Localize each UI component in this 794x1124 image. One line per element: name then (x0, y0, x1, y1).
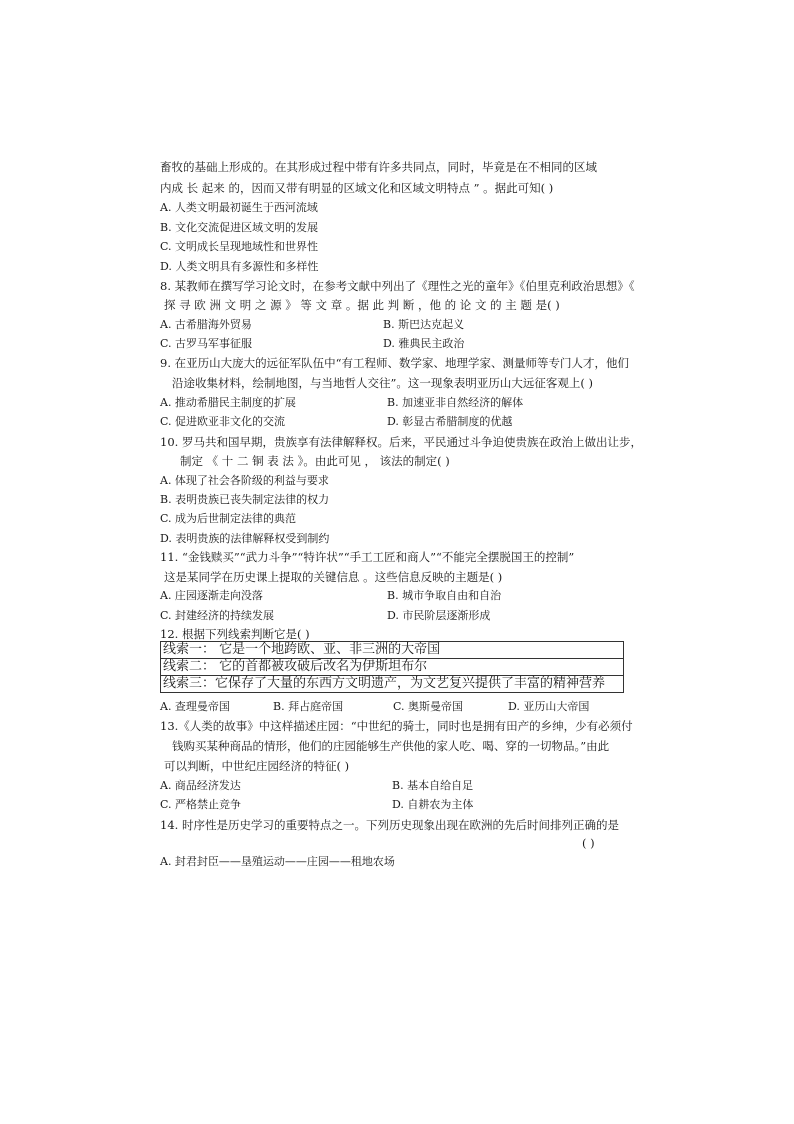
q9-option-a: A. 推动希腊民主制度的扩展 (160, 396, 296, 409)
q10-option-b: B. 表明贵族已丧失制定法律的权力 (160, 493, 330, 506)
q8-option-b: B. 斯巴达克起义 (383, 318, 465, 331)
q14-stem: 14. 时序性是历史学习的重要特点之一。下列历史现象出现在欧洲的先后时间排列正确的是 (160, 818, 619, 832)
q11-stem-2: 这是某同学在历史课上提取的关键信息 。这些信息反映的主题是( ) (164, 570, 503, 584)
q11-option-d: D. 市民阶层逐渐形成 (387, 609, 491, 622)
q12-option-a: A. 查理曼帝国 (160, 700, 230, 713)
q8-option-a: A. 古希腊海外贸易 (160, 318, 252, 331)
q9-option-b: B. 加速亚非自然经济的解体 (387, 396, 524, 409)
intro-line-2: 内成 长 起来 的，因而又带有明显的区域文化和区域文明特点 ” 。据此可知( ) (160, 181, 554, 195)
q12-option-b: B. 拜占庭帝国 (273, 700, 344, 713)
q12-option-c: C. 奥斯曼帝国 (393, 700, 464, 713)
q13-option-d: D. 自耕农为主体 (392, 798, 474, 811)
q11-stem-1: 11. “金钱赎买”“武力斗争”“特许状”“手工工匠和商人”“不能完全摆脱国王的控制” (160, 550, 575, 564)
q12-clue-table (160, 641, 624, 693)
clue-3: 线索三：它保存了大量的东西方文明遗产，为文艺复兴提供了丰富的精神营养 (161, 676, 624, 693)
q11-option-c: C. 封建经济的持续发展 (160, 609, 275, 622)
q13-option-b: B. 基本自给自足 (392, 779, 474, 792)
q13-stem-3: 可以判断，中世纪庄园经济的特征( ) (164, 759, 350, 773)
q13-option-a: A. 商品经济发达 (160, 779, 241, 792)
q9-stem-1: 9. 在亚历山大庞大的远征军队伍中“有工程师、数学家、地理学家、测量师等专门人才，他们 (160, 356, 630, 370)
clue-row (161, 676, 624, 693)
q10-option-c: C. 成为后世制定法律的典范 (160, 512, 297, 525)
q12-option-d: D. 亚历山大帝国 (508, 700, 590, 713)
clue-row (161, 659, 624, 676)
q8-option-c: C. 古罗马军事征服 (160, 337, 253, 350)
clue-1: 线索一： 它是一个地跨欧、亚、非三洲的大帝国 (161, 642, 624, 659)
q10-option-a: A. 体现了社会各阶级的利益与要求 (160, 474, 329, 487)
q8-stem-1: 8. 某教师在撰写学习论文时，在参考文献中列出了《理性之光的童年》《伯里克利政治思想》《 (160, 279, 635, 293)
q11-option-a: A. 庄园逐渐走向没落 (160, 589, 263, 602)
q14-option-a: A. 封君封臣——垦殖运动——庄园——租地农场 (160, 855, 395, 868)
q10-stem-2: 制定 《 十 二 铜 表 法 》。由此可见 ， 该法的制定( ) (180, 454, 450, 468)
q7-option-c: C. 文明成长呈现地域性和世界性 (160, 240, 319, 253)
q10-option-d: D. 表明贵族的法律解释权受到制约 (160, 532, 330, 545)
q9-option-d: D. 彰显古希腊制度的优越 (387, 415, 513, 428)
q13-stem-1: 13.《人类的故事》中这样描述庄园：“中世纪的骑士，同时也是拥有田产的乡绅，少有必须付 (160, 719, 633, 733)
q9-stem-2: 沿途收集材料，绘制地图，与当地哲人交往”。这一现象表明亚历山大远征客观上( ) (172, 376, 594, 390)
q13-stem-2: 钱购买某种商品的情形，他们的庄园能够生产供他的家人吃、喝、穿的一切物品。”由此 (172, 739, 610, 753)
q9-option-c: C. 促进欧亚非文化的交流 (160, 415, 286, 428)
q7-option-d: D. 人类文明具有多源性和多样性 (160, 260, 319, 273)
q11-option-b: B. 城市争取自由和自治 (387, 589, 502, 602)
clue-row (161, 642, 624, 659)
q10-stem-1: 10. 罗马共和国早期，贵族享有法律解释权。后来，平民通过斗争迫使贵族在政治上做出让步， (160, 435, 642, 449)
q7-option-a: A. 人类文明最初诞生于西河流域 (160, 201, 318, 214)
clue-2: 线索二： 它的首都被攻破后改名为伊斯坦布尔 (161, 659, 624, 676)
q12-stem: 12. 根据下列线索判断它是( ) (160, 627, 310, 641)
q7-option-b: B. 文化交流促进区域文明的发展 (160, 221, 319, 234)
intro-line-1: 畜牧的基础上形成的。在其形成过程中带有许多共同点，同时，毕竟是在不相同的区域 (160, 160, 597, 174)
q8-option-d: D. 雅典民主政治 (383, 337, 465, 350)
q13-option-c: C. 严格禁止竞争 (160, 798, 242, 811)
q14-answer-paren: ( ) (582, 836, 595, 850)
q8-stem-2: 探 寻 欧 洲 文 明 之 源 》 等 文 章 。据 此 判 断 ，他 的 论 文 的 主 题 是( ) (164, 298, 560, 312)
